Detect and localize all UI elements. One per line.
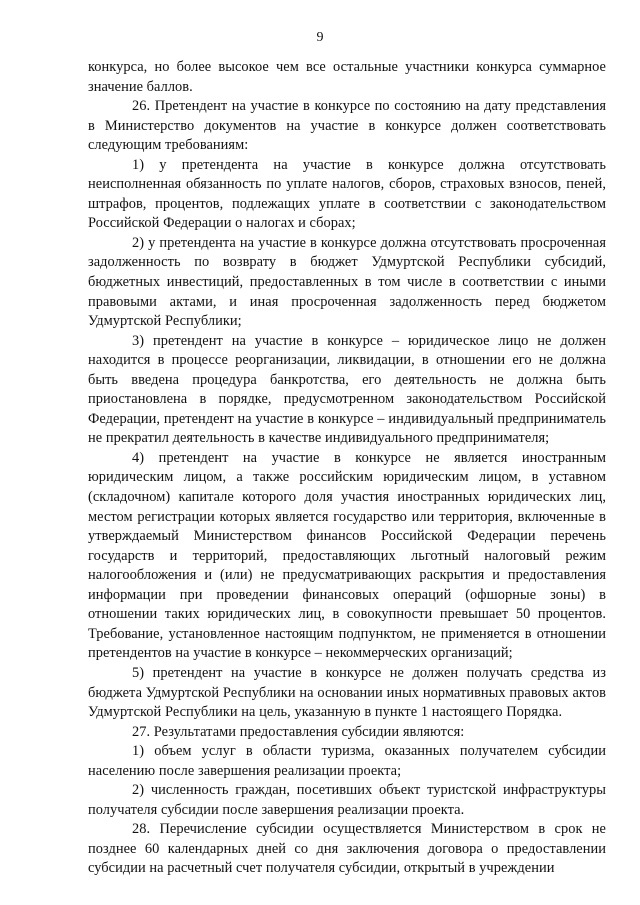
paragraph-item-26: 26. Претендент на участие в конкурсе по состоянию на дату представления в Министерство документов на участие в конкурсе должен соответствовать следующим требованиям: [88,98,606,154]
document-body [88,58,606,879]
paragraph-subitem-26-5: 5) претендент на участие в конкурсе не должен получать средства из бюджета Удмуртской Республики на основании иных нормативных правовых актов Удмуртской Республики на цель, указанную в пункте 1 настоящего Порядка. [88,664,606,721]
paragraph-item-28: 28. Перечисление субсидии осуществляется Министерством в срок не позднее 60 календарных дней со дня заключения договора о предоставлении субсидии на расчетный счет получателя субсидии, открытый в учреждении [88,821,606,877]
paragraph-subitem-26-2: 2) у претендента на участие в конкурсе должна отсутствовать просроченная задолженность по возврату в бюджет Удмуртской Республики субсидий, бюджетных инвестиций, предоставленных в том числе в соответствии с иными правовыми актами, и иная просроченная задолженность перед бюджетом Удмуртской Республики; [88,234,606,330]
paragraph-subitem-27-2: 2) численность граждан, посетивших объект туристской инфраструктуры получателя субсидии после завершения реализации проекта. [88,782,606,818]
paragraph-subitem-27-1: 1) объем услуг в области туризма, оказанных получателем субсидии населению после завершения реализации проекта; [88,743,606,779]
page-number: 9 [316,30,324,45]
paragraph-continuation: конкурса, но более высокое чем все остальные участники конкурса суммарное значение баллов. [88,59,606,95]
paragraph-subitem-26-4: 4) претендент на участие в конкурсе не является иностранным юридическим лицом, а также российским юридическим лицом, в уставном (складочном) капитале которого доля участия иностранных юридических лиц, местом регистрации которых является государство или территория, включенные в утверждаемый Министерством финансов Российской Федерации перечень государств и территорий, предоставляющих льготный налоговый режим налогообложения и (или) не предусматривающих раскрытия и предоставления информации при проведении финансовых операций (офшорные зоны) в отношении таких юридических лиц, в совокупности превышает 50 процентов. Требование, установленное настоящим подпунктом, не применяется в отношении претендентов на участие в конкурсе – некоммерческих организаций; [88,449,606,662]
paragraph-item-27: 27. Результатами предоставления субсидии являются: [132,723,465,740]
paragraph-subitem-26-1: 1) у претендента на участие в конкурсе должна отсутствовать неисполненная обязанность по уплате налогов, сборов, страховых взносов, пеней, штрафов, процентов, подлежащих уплате в соответствии с законодательством Российской Федерации о налогах и сборах; [88,156,606,232]
paragraph-subitem-26-3: 3) претендент на участие в конкурсе – юридическое лицо не должен находится в процессе реорганизации, ликвидации, в отношении его не должна быть введена процедура банкротства, его деятельность не должна быть приостановлена в порядке, предусмотренном законодательством Российской Федерации, претендент на участие в конкурсе – индивидуальный предприниматель не прекратил деятельность в качестве индивидуального предпринимателя; [88,332,606,447]
